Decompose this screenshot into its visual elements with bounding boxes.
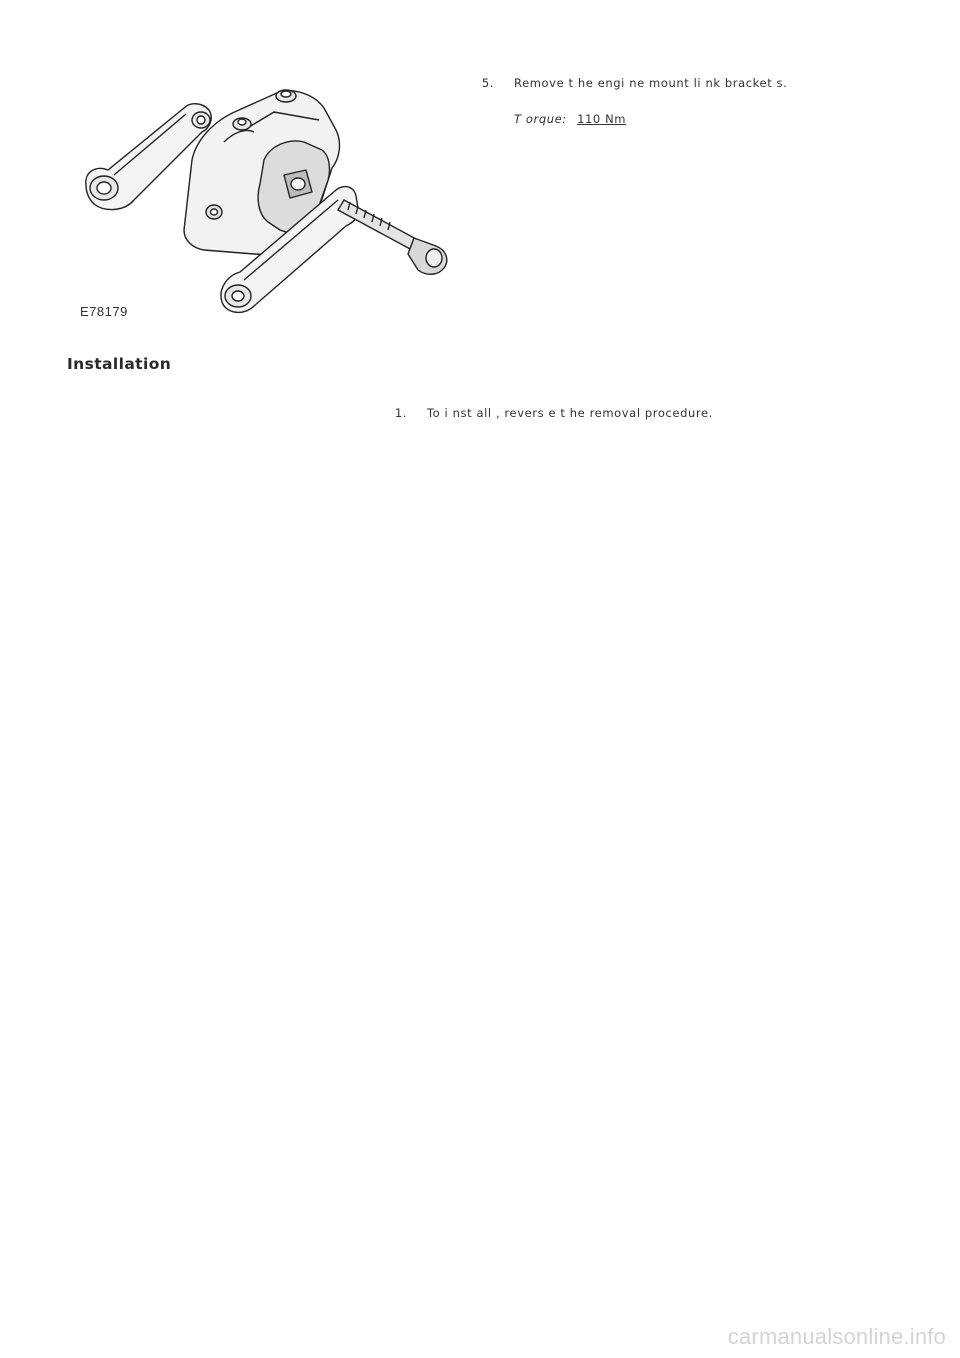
figure-id: E78179 <box>80 304 128 319</box>
engine-mount-illustration <box>74 80 464 325</box>
engine-mount-drawing <box>74 80 464 325</box>
step-number: 1. <box>394 406 407 420</box>
step-number: 5. <box>481 76 494 90</box>
torque-value-link[interactable]: 110 Nm <box>577 112 627 126</box>
torque-label: T orque: <box>514 112 567 126</box>
torque-spec <box>514 112 626 126</box>
section-title-installation: Installation <box>67 355 172 373</box>
watermark: carmanualsonline.info <box>727 1324 946 1349</box>
step-text: To i nst all , revers e t he removal procedure. <box>427 406 713 420</box>
step-text: Remove t he engi ne mount li nk bracket s. <box>514 76 788 90</box>
